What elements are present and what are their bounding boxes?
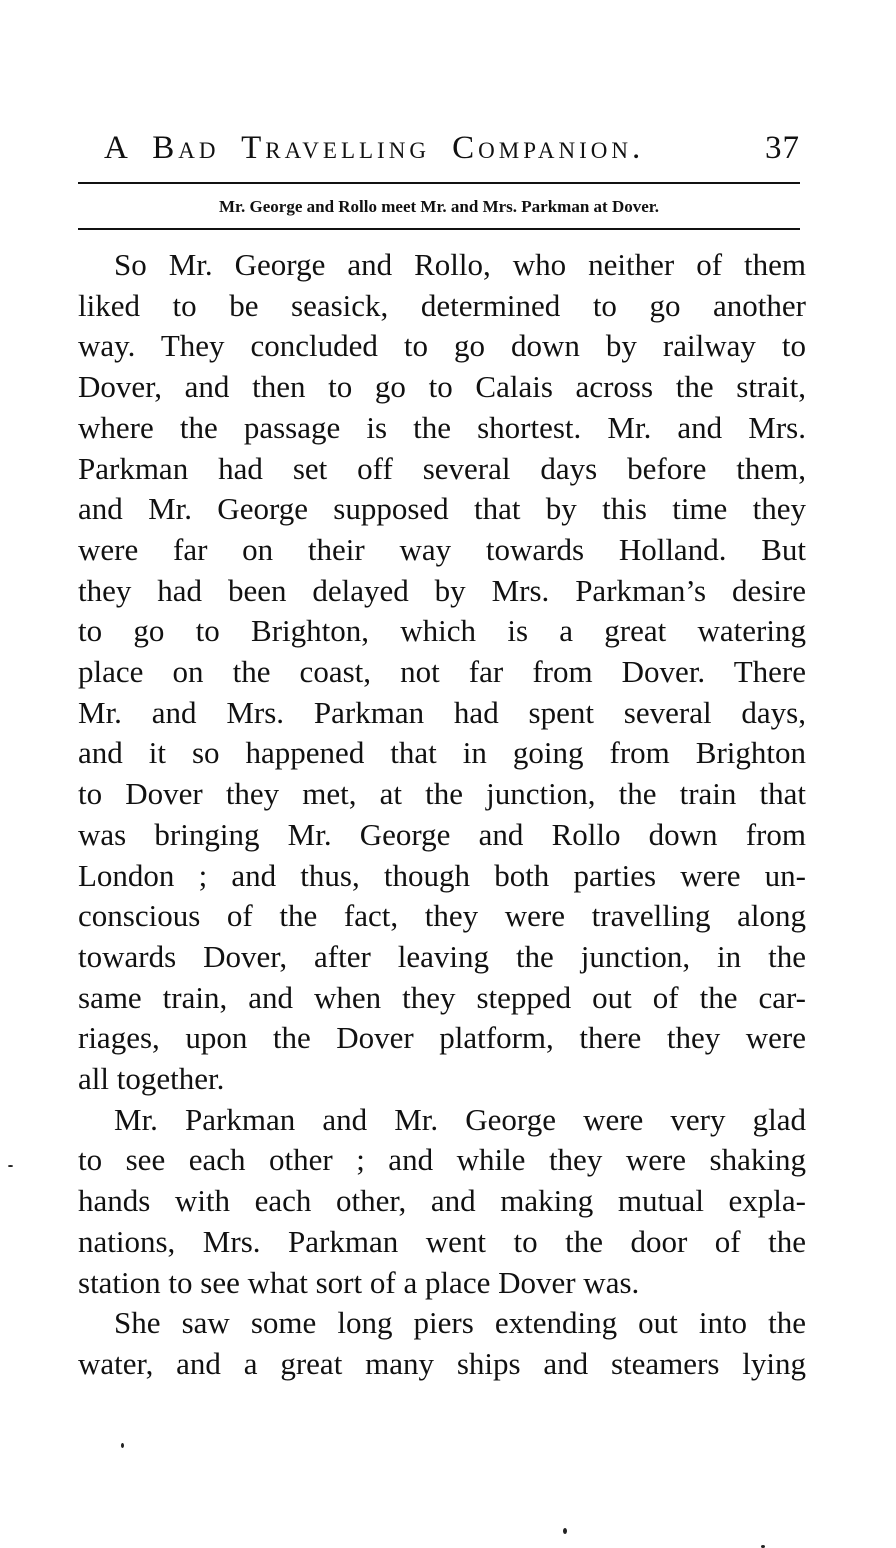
header-rule-top	[78, 182, 800, 184]
text-line: Dover, and then to go to Calais across the strait,	[78, 369, 806, 405]
paragraph	[78, 1100, 806, 1304]
print-speck	[8, 1165, 13, 1167]
body-text	[78, 245, 806, 1385]
chapter-subheading: Mr. George and Rollo meet Mr. and Mrs. Parkman at Dover.	[218, 197, 660, 216]
text-line: way. They concluded to go down by railway to	[78, 328, 806, 364]
running-title: A Bad Travelling Companion.	[104, 130, 645, 166]
text-line: liked to be seasick, determined to go another	[78, 287, 806, 323]
text-line: where the passage is the shortest. Mr. and Mrs.	[78, 409, 806, 445]
text-line: to go to Brighton, which is a great watering	[78, 613, 806, 649]
text-line: riages, upon the Dover platform, there they were	[78, 1020, 806, 1056]
text-line: station to see what sort of a place Dover was.	[78, 1264, 640, 1300]
text-line: and it so happened that in going from Brighton	[78, 735, 806, 771]
text-line: Mr. Parkman and Mr. George were very glad	[114, 1101, 806, 1137]
paragraph	[78, 245, 806, 1100]
text-line: and Mr. George supposed that by this time they	[78, 491, 806, 527]
text-line: water, and a great many ships and steamers lying	[78, 1345, 806, 1381]
text-line: to see each other ; and while they were shaking	[78, 1142, 806, 1178]
text-line: to Dover they met, at the junction, the train that	[78, 776, 806, 812]
text-line: hands with each other, and making mutual expla-	[78, 1183, 806, 1219]
text-line: So Mr. George and Rollo, who neither of them	[114, 247, 806, 282]
text-line: place on the coast, not far from Dover. There	[78, 654, 806, 690]
print-speck	[563, 1528, 567, 1534]
text-line: was bringing Mr. George and Rollo down from	[78, 816, 806, 852]
text-line: were far on their way towards Holland. But	[78, 531, 806, 567]
running-head	[104, 126, 800, 170]
text-line: they had been delayed by Mrs. Parkman’s desire	[78, 572, 806, 608]
paragraph	[78, 1303, 806, 1384]
text-line: conscious of the fact, they were travelling along	[78, 898, 806, 934]
text-line: Mr. and Mrs. Parkman had spent several days,	[78, 694, 806, 730]
page-number: 37	[765, 130, 800, 166]
text-line: nations, Mrs. Parkman went to the door of the	[78, 1223, 806, 1259]
text-line: same train, and when they stepped out of the car-	[78, 979, 806, 1015]
text-line: Parkman had set off several days before them,	[78, 450, 806, 486]
print-speck	[121, 1443, 124, 1448]
text-line: She saw some long piers extending out into the	[114, 1305, 806, 1341]
text-line: all together.	[78, 1061, 225, 1097]
header-rule-bottom	[78, 228, 800, 230]
text-line: towards Dover, after leaving the junction, in the	[78, 938, 806, 974]
text-line: London ; and thus, though both parties were un-	[78, 857, 806, 893]
